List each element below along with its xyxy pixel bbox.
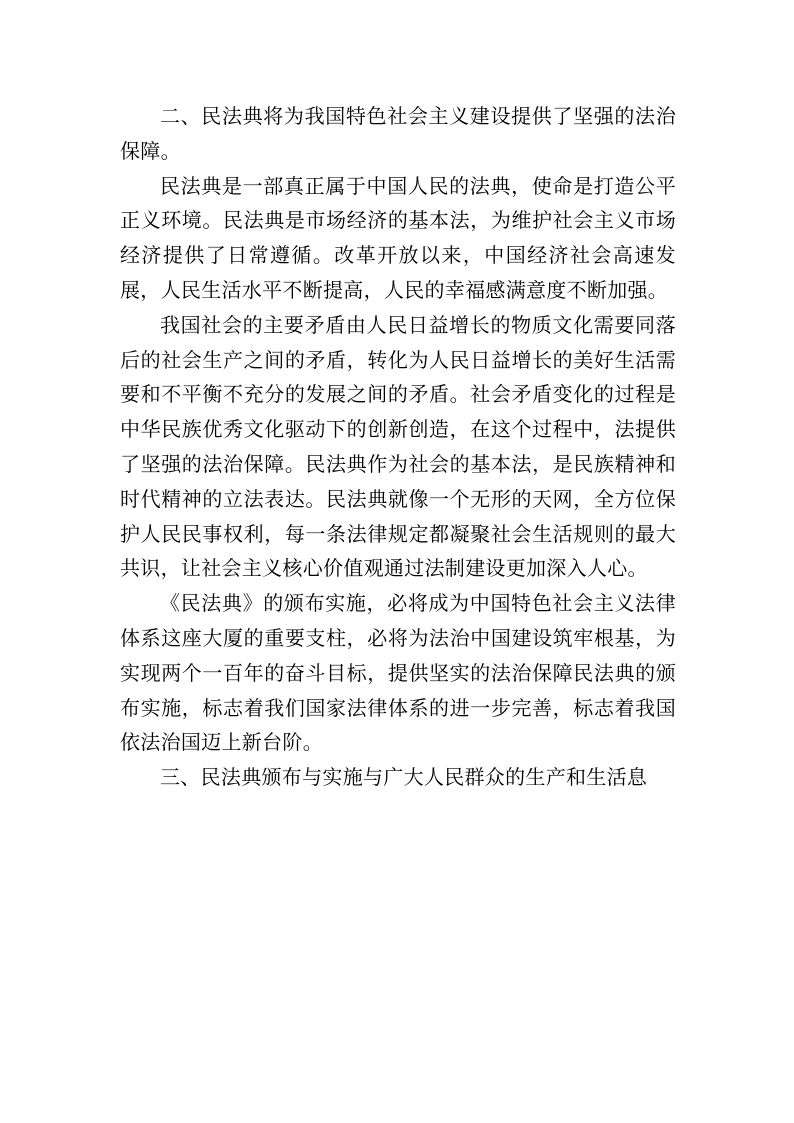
body-paragraph: 民法典是一部真正属于中国人民的法典，使命是打造公平正义环境。民法典是市场经济的基本法，为维护社会主义市场经济提供了日常遵循。改革开放以来，中国经济社会高速发展，人民生活水平不断提高，人民的幸福感满意度不断加强。 xyxy=(120,173,676,302)
section-heading-2: 二、民法典将为我国特色社会主义建设提供了坚强的法治保障。 xyxy=(120,104,676,163)
document-body xyxy=(120,99,676,795)
section-heading-3: 三、民法典颁布与实施与广大人民群众的生产和生活息 xyxy=(160,765,648,790)
body-paragraph: 《民法典》的颁布实施，必将成为中国特色社会主义法律体系这座大厦的重要支柱，必将为法治中国建设筑牢根基，为实现两个一百年的奋斗目标，提供坚实的法治保障民法典的颁布实施，标志着我们国家法律体系的进一步完善，标志着我国依法治国迈上新台阶。 xyxy=(120,591,676,755)
body-paragraph: 我国社会的主要矛盾由人民日益增长的物质文化需要同落后的社会生产之间的矛盾，转化为人民日益增长的美好生活需要和不平衡不充分的发展之间的矛盾。社会矛盾变化的过程是中华民族优秀文化驱动下的创新创造，在这个过程中，法提供了坚强的法治保障。民法典作为社会的基本法，是民族精神和时代精神的立法表达。民法典就像一个无形的天网，全方位保护人民民事权利，每一条法律规定都凝聚社会生活规则的最大共识，让社会主义核心价值观通过法制建设更加深入人心。 xyxy=(120,312,676,581)
